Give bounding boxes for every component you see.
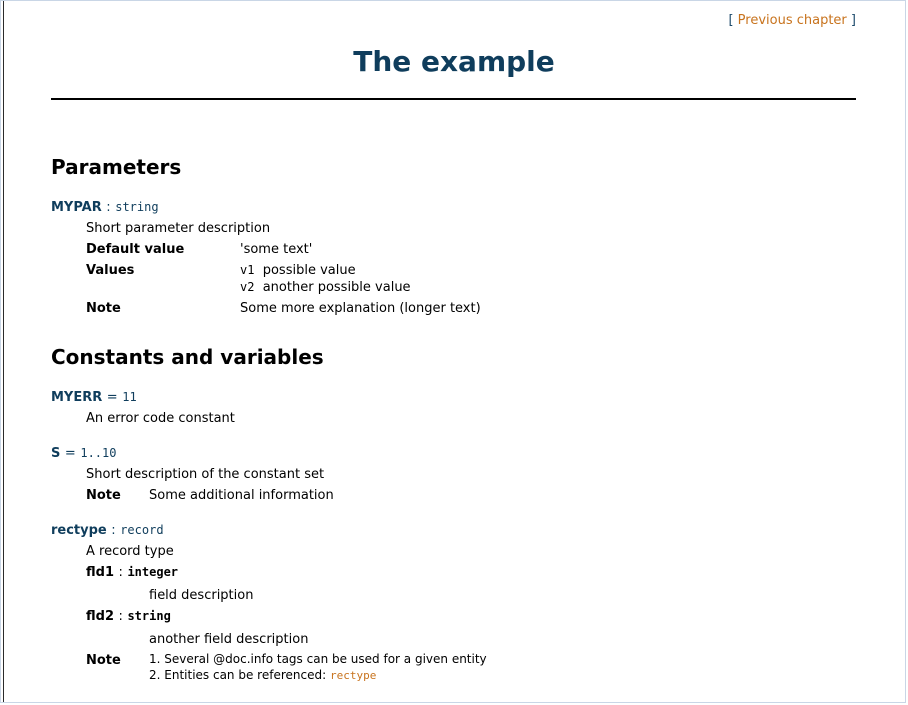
field-type: integer: [127, 565, 179, 579]
section-heading-constants: Constants and variables: [51, 345, 324, 369]
value-text: another possible value: [262, 280, 411, 295]
values-label: Values: [86, 263, 135, 278]
value-code: v2: [240, 280, 255, 294]
entity-separator: :: [111, 523, 116, 538]
field-separator: :: [118, 609, 123, 624]
type-description: A record type: [86, 544, 174, 559]
value-item: [240, 263, 356, 278]
note-line: [149, 668, 376, 682]
entity-name: MYPAR: [51, 200, 102, 215]
section-heading-parameters: Parameters: [51, 155, 182, 179]
field-signature: [86, 565, 178, 580]
note-label: Note: [86, 488, 121, 503]
const-description: An error code constant: [86, 411, 235, 426]
const-myerr-signature: [51, 390, 137, 405]
entity-type: string: [115, 200, 159, 214]
note-line: 1. Several @doc.info tags can be used for a given entity: [149, 652, 487, 666]
field-type: string: [127, 609, 171, 623]
value-text: possible value: [262, 263, 356, 278]
default-value: 'some text': [240, 242, 313, 257]
entity-name: MYERR: [51, 390, 103, 405]
default-value-label: Default value: [86, 242, 185, 257]
param-description: Short parameter description: [86, 221, 271, 236]
title-divider: [51, 98, 856, 100]
field-signature: [86, 609, 171, 624]
note-text: Some additional information: [149, 488, 334, 503]
note-line-text: 2. Entities can be referenced:: [149, 668, 327, 682]
note-label: Note: [86, 301, 121, 316]
entity-value: 1..10: [80, 446, 117, 460]
value-code: v1: [240, 263, 255, 277]
entity-name: S: [51, 446, 61, 461]
const-description: Short description of the constant set: [86, 467, 325, 482]
nav-bracket-close: ]: [850, 13, 856, 28]
entity-separator: =: [106, 390, 118, 405]
note-label: Note: [86, 653, 121, 668]
note-text: Some more explanation (longer text): [240, 301, 481, 316]
const-s-signature: [51, 446, 116, 461]
field-name: fld1: [86, 565, 114, 580]
previous-chapter-link[interactable]: Previous chapter: [737, 13, 847, 28]
field-name: fld2: [86, 609, 114, 624]
page-title: The example: [353, 45, 555, 78]
rectype-reference-link[interactable]: rectype: [329, 669, 377, 682]
field-description: field description: [149, 588, 254, 603]
nav-previous: [728, 13, 856, 28]
entity-separator: :: [106, 200, 111, 215]
type-rectype-signature: [51, 523, 164, 538]
param-mypar-signature: [51, 200, 159, 215]
entity-name: rectype: [51, 523, 107, 538]
value-item: [240, 280, 411, 295]
field-separator: :: [118, 565, 123, 580]
entity-type: record: [120, 523, 164, 537]
field-description: another field description: [149, 632, 309, 647]
nav-bracket-open: [: [728, 13, 734, 28]
entity-separator: =: [64, 446, 76, 461]
entity-value: 11: [122, 390, 137, 404]
